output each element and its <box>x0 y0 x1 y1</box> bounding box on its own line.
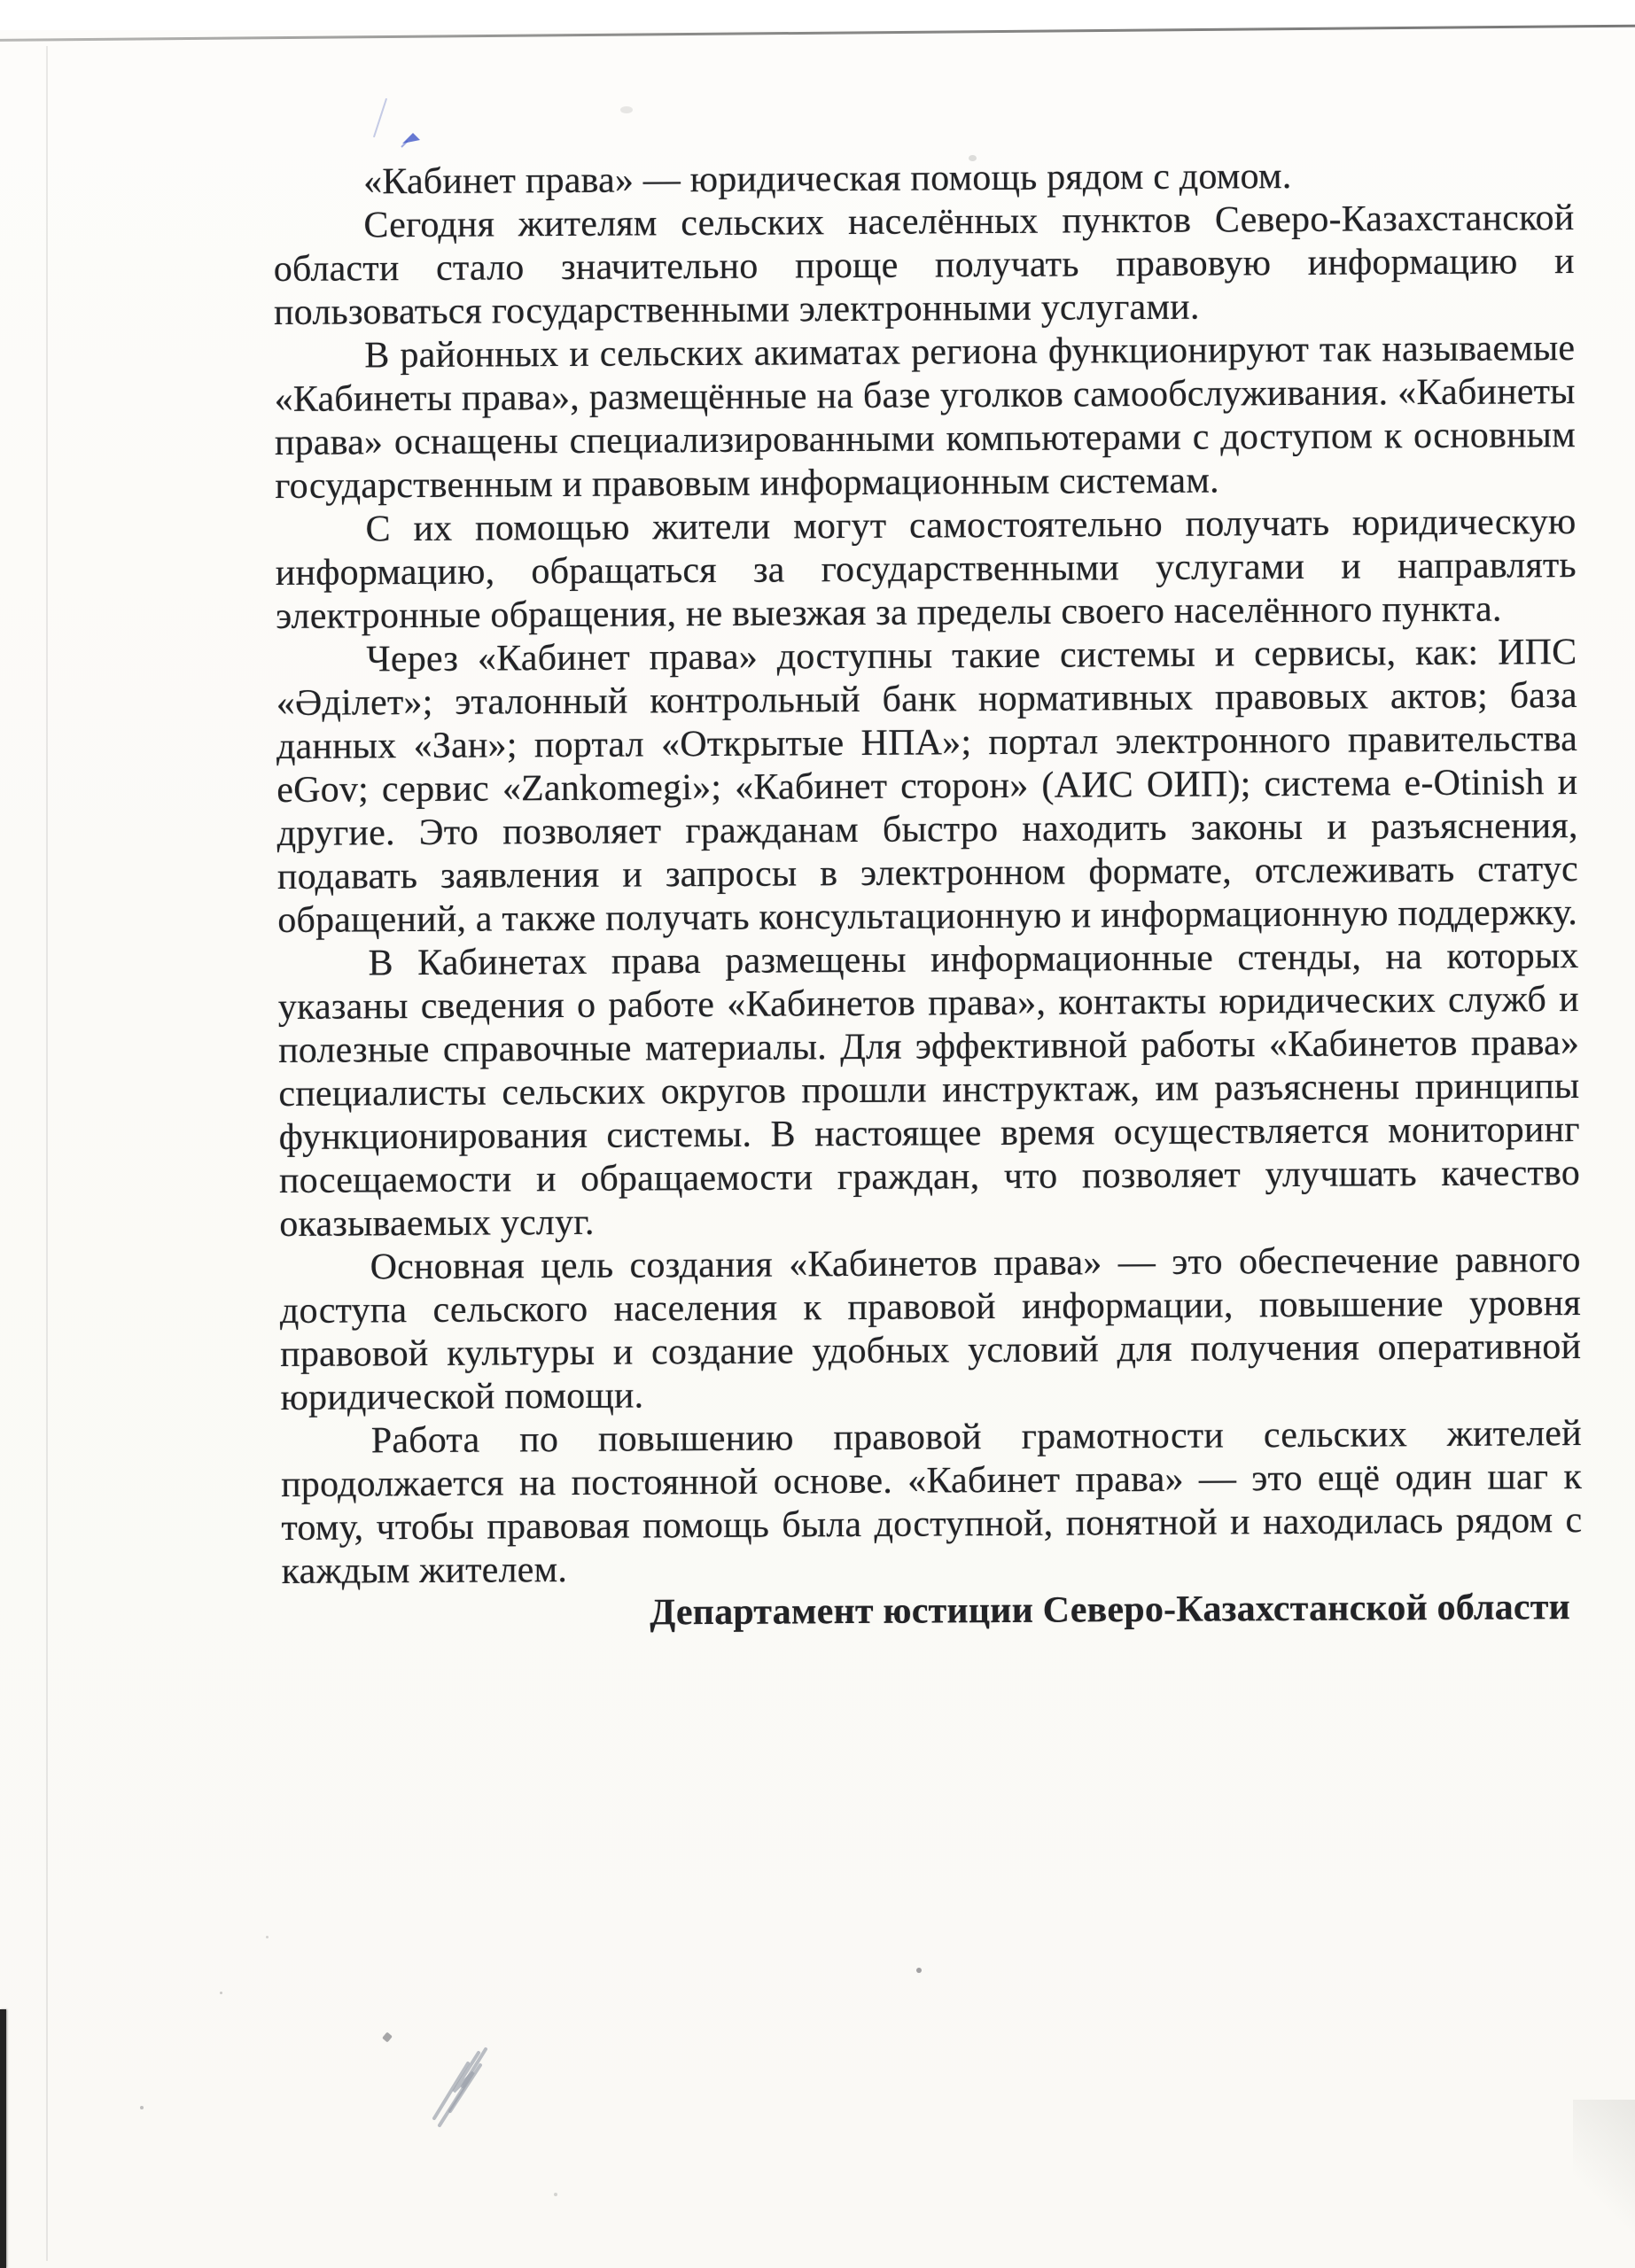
blue-ink-mark <box>401 129 424 149</box>
paragraph: В районных и сельских акиматах региона функционируют так называемые «Кабинеты права», размещённые на базе уголков самообслуживания. «Кабинеты права» оснащены специализированными компьютерами с доступом к основным государственным и правовым информационным системам. <box>274 328 1577 507</box>
paragraph: Основная цель создания «Кабинетов права» — это обеспечение равного доступа сельского населения к правовой информации, повышение уровня правовой культуры и создание удобных условий для получения оперативной юридической помощи. <box>279 1239 1582 1418</box>
scan-corner-shadow <box>1573 2100 1635 2268</box>
scan-speck <box>554 2193 557 2196</box>
document-body <box>273 197 1583 1594</box>
paragraph: С их помощью жители могут самостоятельно получать юридическую информацию, обращаться за государственными услугами и направлять электронные обращения, не выезжая за пределы своего населённого пункта. <box>275 501 1577 637</box>
scan-speck <box>266 1936 269 1938</box>
document-title: «Кабинет права» — юридическая помощь рядом с домом. <box>363 155 1292 203</box>
pencil-scribble <box>427 2033 498 2131</box>
scan-speck <box>220 1992 222 1994</box>
scan-speck <box>140 2106 144 2109</box>
paragraph: В Кабинетах права размещены информационные стенды, на которых указаны сведения о работе «Кабинетов права», контакты юридических служб и полезные справочные материалы. Для эффективной работы «Кабинетов права» специалисты сельских округов прошли инструктаж, им разъяснены принципы функционирования системы. В настоящее время осуществляется мониторинг посещаемости и обращаемости граждан, что позволяет улучшать качество оказываемых услуг. <box>277 936 1581 1245</box>
signature-line: Департамент юстиции Северо-Казахстанской области <box>650 1587 1571 1634</box>
scan-speck <box>620 106 633 113</box>
paper-left-edge <box>46 46 48 2261</box>
paragraph: Работа по повышению правовой грамотности сельских жителей продолжается на постоянной основе. «Кабинет права» — это ещё один шаг к тому, чтобы правовая помощь была доступной, понятной и находилась рядом с каждым жителем. <box>280 1413 1583 1592</box>
scan-speck <box>916 1968 922 1973</box>
scan-dark-strip <box>0 2009 6 2268</box>
paragraph: Через «Кабинет права» доступны такие системы и сервисы, как: ИПС «Әділет»; эталонный контрольный банк нормативных правовых актов; база данных «Зан»; портал «Открытые НПА»; портал электронного правительства eGov; сервис «Zankomegi»; «Кабинет сторон» (АИС ОИП); система e-Otinish и другие. Это позволяет гражданам быстро находить законы и разъяснения, подавать заявления и запросы в электронном формате, отслеживать статус обращений, а также получать консультационную и информационную поддержку. <box>276 632 1579 941</box>
document-text-block <box>273 153 1583 1637</box>
paragraph: Сегодня жителям сельских населённых пунктов Северо-Казахстанской области стало значительно проще получать правовую информацию и пользоваться государственными электронными услугами. <box>273 198 1575 333</box>
